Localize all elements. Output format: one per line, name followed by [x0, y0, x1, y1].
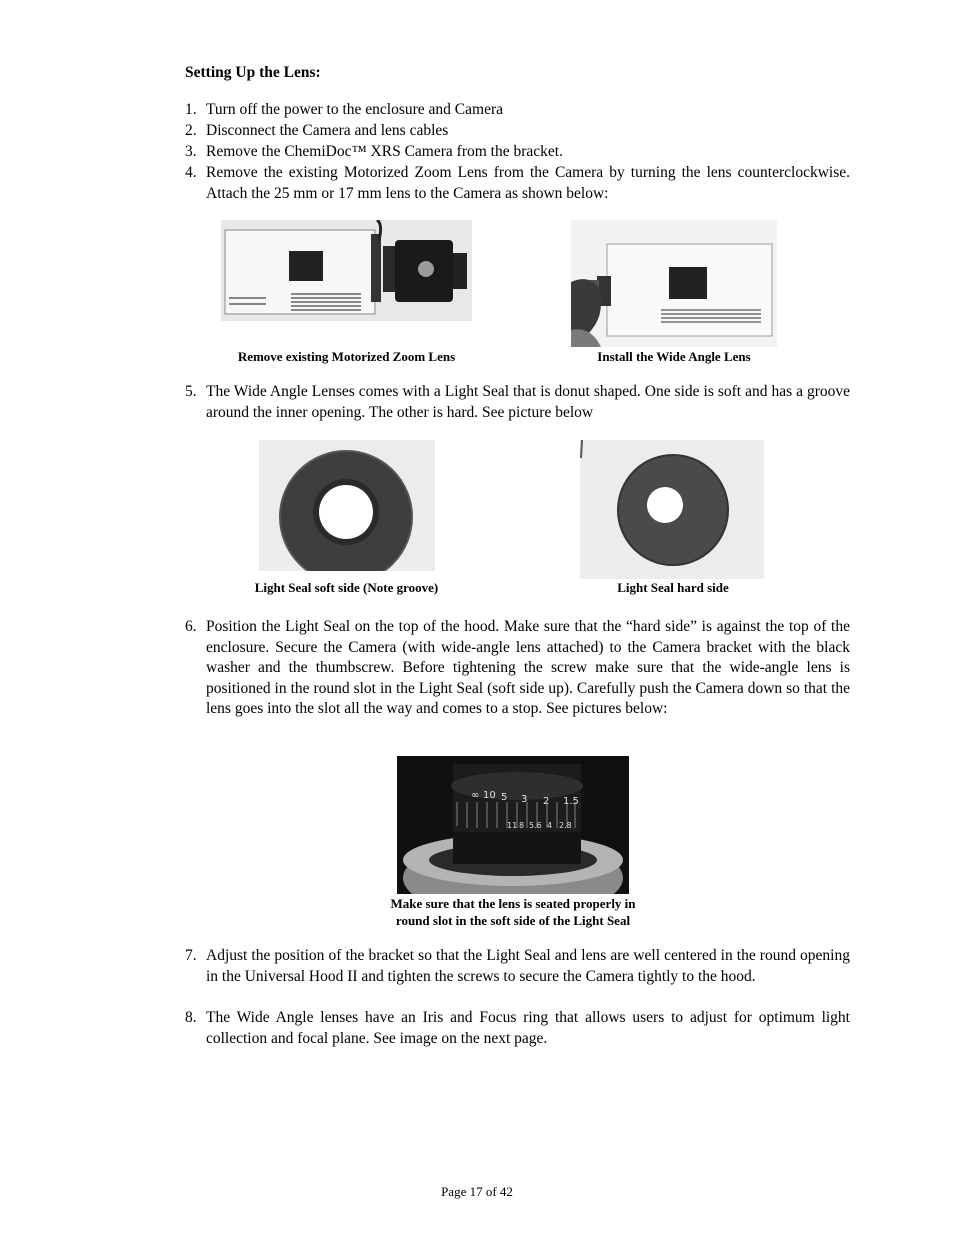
step-number: 8.: [185, 1009, 197, 1026]
section-heading: Setting Up the Lens:: [185, 64, 321, 81]
list-item: [185, 382, 850, 423]
distance-scale-mark: 10: [483, 790, 496, 801]
step-text: Adjust the position of the bracket so that the Light Seal and lens are well centered in the round opening in the Universal Hood II and tighten the screws to secure the Camera tightly to the hood.: [206, 947, 850, 985]
list-item: [185, 946, 850, 987]
figure-caption: Make sure that the lens is seated properly in: [390, 896, 636, 911]
wide-angle-install-photo: [571, 220, 777, 347]
figure-caption: round slot in the soft side of the Light Seal: [395, 913, 631, 928]
list-item: [185, 1008, 850, 1049]
aperture-scale-mark: 4: [547, 821, 553, 830]
step-text: The Wide Angle Lenses comes with a Light Seal that is donut shaped. One side is soft and has a groove around the inner opening. The other is hard. See picture below: [206, 383, 850, 421]
step-number: 4.: [185, 164, 197, 181]
step-text: Remove the ChemiDoc™ XRS Camera from the bracket.: [206, 143, 563, 160]
figure-caption: Install the Wide Angle Lens: [597, 349, 751, 364]
step-number: 5.: [185, 383, 197, 400]
step-text: Position the Light Seal on the top of the hood. Make sure that the “hard side” is against the top of the enclosure. Secure the Camera (with wide-angle lens attached) to the Camera bracket with the black washer and the thumbscrew. Before tightening the screw make sure that the wide-angle lens is positioned in the round slot in the Light Seal (soft side up). Carefully push the Camera down so that the lens goes into the slot all the way and comes to a stop. See pictures below:: [206, 618, 850, 717]
step-text: Remove the existing Motorized Zoom Lens from the Camera by turning the lens counterclockwise. Attach the 25 mm or 17 mm lens to the Camera as shown below:: [206, 164, 850, 202]
light-seal-hard-photo: [580, 440, 764, 579]
step-number: 2.: [185, 122, 197, 139]
aperture-scale-mark: 2.8: [559, 821, 572, 830]
step-number: 6.: [185, 618, 197, 635]
figure-caption: Light Seal hard side: [617, 580, 729, 595]
step-text: The Wide Angle lenses have an Iris and Focus ring that allows users to adjust for optimum light collection and focal plane. See image on the next page.: [206, 1009, 850, 1047]
distance-scale-mark: 1.5: [563, 796, 579, 807]
distance-scale-mark: 5: [501, 792, 508, 803]
aperture-scale-mark: 11: [507, 821, 518, 830]
step-text: Turn off the power to the enclosure and Camera: [206, 101, 504, 118]
camera-zoom-lens-photo: [221, 220, 472, 321]
list-item: [185, 100, 850, 121]
step-number: 1.: [185, 101, 197, 118]
list-item: [185, 142, 850, 163]
list-item: [185, 617, 850, 720]
list-item: [185, 163, 850, 204]
figure-caption: Light Seal soft side (Note groove): [254, 580, 439, 595]
distance-scale-mark: 3: [521, 794, 528, 805]
lens-seated-photo: [397, 756, 629, 894]
aperture-scale-mark: 5.6: [529, 821, 542, 830]
figure-caption: Remove existing Motorized Zoom Lens: [237, 349, 456, 364]
step-number: 7.: [185, 947, 197, 964]
aperture-scale-mark: 8: [519, 821, 525, 830]
light-seal-soft-photo: [259, 440, 435, 571]
list-item: [185, 121, 850, 142]
page-number: Page 17 of 42: [441, 1184, 513, 1199]
distance-scale-mark: 2: [543, 796, 550, 807]
step-text: Disconnect the Camera and lens cables: [206, 122, 449, 139]
distance-scale-mark: ∞: [471, 790, 480, 801]
step-number: 3.: [185, 143, 197, 160]
